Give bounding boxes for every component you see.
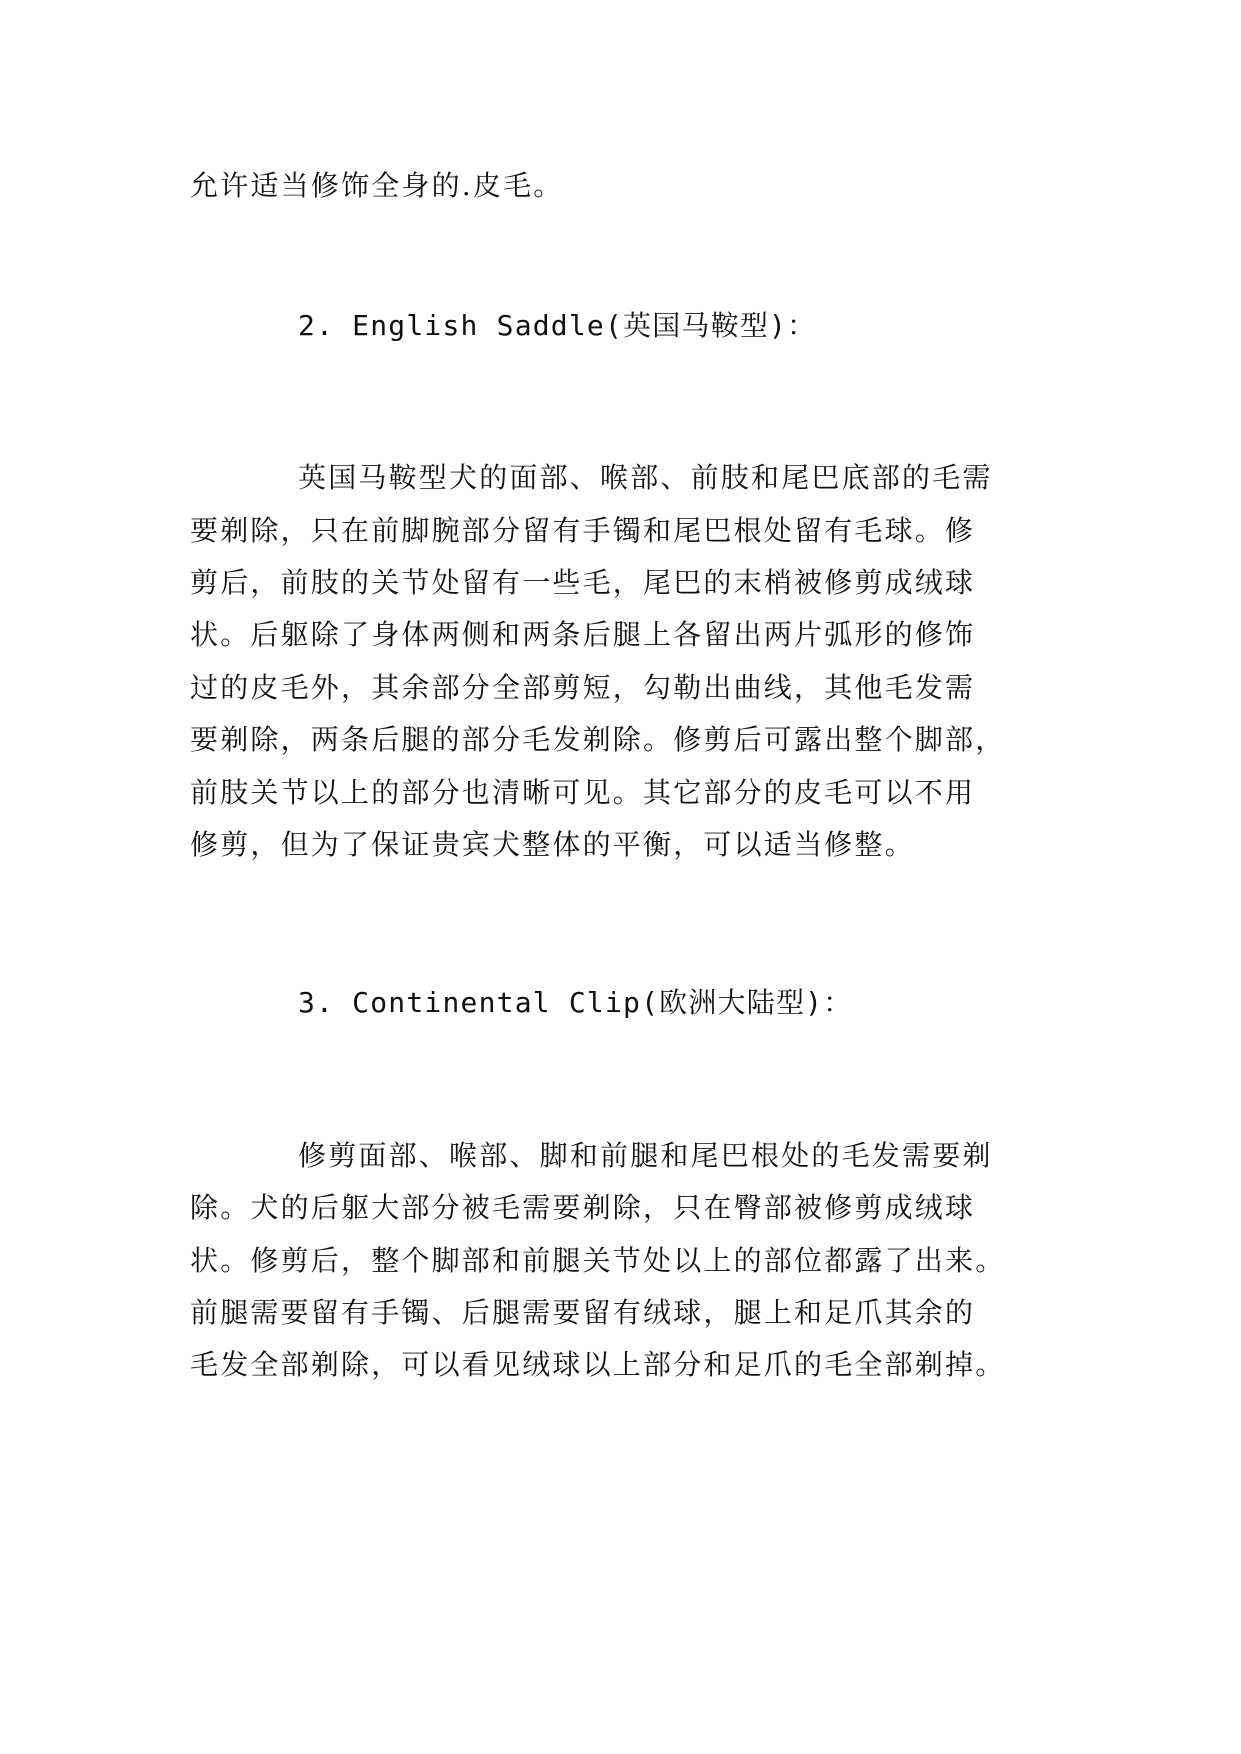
- section-heading-continental-clip: 3. Continental Clip(欧洲大陆型)：: [298, 986, 853, 1019]
- paragraph-line: 修剪面部、喉部、脚和前腿和尾巴根处的毛发需要剃: [298, 1139, 993, 1172]
- paragraph-line: 前肢关节以上的部分也清晰可见。其它部分的皮毛可以不用: [190, 776, 976, 809]
- intro-paragraph-line: 允许适当修饰全身的.皮毛。: [190, 169, 564, 202]
- paragraph-line: 剪后，前肢的关节处留有一些毛，尾巴的末梢被修剪成绒球: [190, 566, 976, 599]
- paragraph-line: 前腿需要留有手镯、后腿需要留有绒球，腿上和足爪其余的: [190, 1296, 976, 1329]
- paragraph-line: 除。犬的后躯大部分被毛需要剃除，只在臀部被修剪成绒球: [190, 1191, 976, 1224]
- section-heading-english-saddle: 2. English Saddle(英国马鞍型)：: [298, 309, 817, 342]
- paragraph-line: 状。后躯除了身体两侧和两条后腿上各留出两片弧形的修饰: [190, 618, 976, 651]
- paragraph-line: 修剪，但为了保证贵宾犬整体的平衡，可以适当修整。: [190, 828, 915, 861]
- paragraph-line: 要剃除，两条后腿的部分毛发剃除。修剪后可露出整个脚部，: [190, 723, 1006, 756]
- paragraph-line: 要剃除，只在前脚腕部分留有手镯和尾巴根处留有毛球。修: [190, 514, 976, 547]
- paragraph-line: 英国马鞍型犬的面部、喉部、前肢和尾巴底部的毛需: [298, 461, 993, 494]
- paragraph-line: 状。修剪后，整个脚部和前腿关节处以上的部位都露了出来。: [190, 1244, 1006, 1277]
- paragraph-line: 毛发全部剃除，可以看见绒球以上部分和足爪的毛全部剃掉。: [190, 1348, 1006, 1381]
- paragraph-line: 过的皮毛外，其余部分全部剪短，勾勒出曲线，其他毛发需: [190, 671, 976, 704]
